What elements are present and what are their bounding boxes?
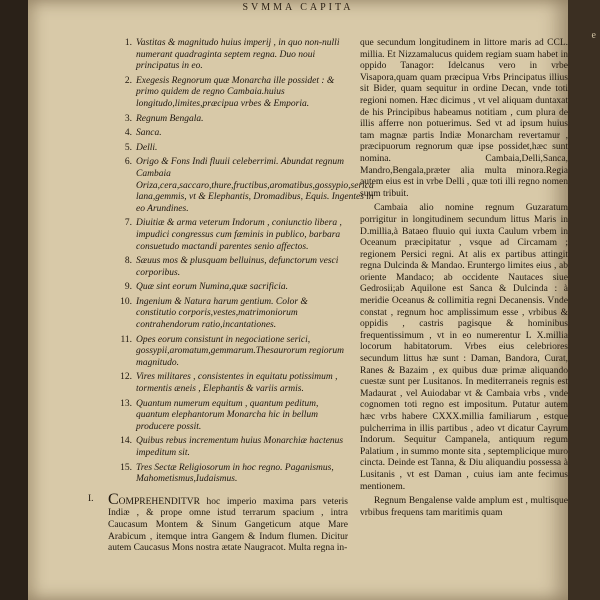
toc-item bbox=[108, 463, 348, 486]
body-paragraph: Regnum Bengalense valde amplum est , multisque vrbibus frequens tam maritimis quam bbox=[360, 496, 568, 518]
facing-page-mark: e bbox=[591, 30, 596, 41]
toc-number: 9. bbox=[124, 282, 132, 293]
toc-item bbox=[108, 157, 374, 215]
toc-text: Opes eorum consistunt in negociatione serici, gossypii,aromatum,gemmarum.Thesaurorum regiorum magnitudo. bbox=[136, 334, 344, 368]
toc-number: 8. bbox=[124, 256, 132, 267]
toc-text: Vastitas & magnitudo huius imperij , in quo non-nulli numerant quadraginta septem regna. Duo noui principatus in eo. bbox=[136, 38, 340, 72]
toc-item bbox=[108, 256, 348, 279]
body-paragraph: Cambaia alio nomine regnum Guzaratum porrigitur in longitudinem secundum littus Maris in D.millia,à Bataeo fluuio qui iuxta Caulum vrbem in Oceanum præcipitatur , vsque ad Circamam ; regionem Persici regni. At alis ex partibus attingit regna Dulcinda & Mandao. Eruntergo limites eius , ab oriente Mandaco; ab occidente Nautaces siue Gedrosii;ab Aquilone est Sanca & Dulcinda : à meridie Oceanus & collimitia regni Decanensis. Vnde constat , regnum hoc amplissimum esse , vrbibus & oppidis , castris pagisque & hominibus frequentissimum , vt in eo numerentur L X.millia locorum habitatorum. Vrbes eius celebriores secundum littus hæ sunt : Daman, Bandora, Curat, Ranes & Bazaim , ex quibus duæ primæ aliquando cuestæ sunt per Lusitanos. In mediterraneis regnis est Madaurat , vel Auiodabar vt & Cambaia vrbs , vnde cognomen toti regno est impositum. Putatur autem hæc vrbs habere CXXX.millia familiarum , estque pulcherrima in illis partibus , adeo vt dicatur Cayrum Indorum. Sequitur Campanela, antiquum regum Palatium , in summo monte sita , septemplicique muro cincta. Deinde est Tanna, & Diu aliquandiu possessa à Lusitanis , vt est Daman , cuius iam ante fecimus mentionem. bbox=[360, 203, 568, 492]
toc-number: 2. bbox=[124, 75, 132, 86]
toc-text: Vires militares , consistentes in equitatu potissimum , tormentis æneis , Elephantis & variis armis. bbox=[136, 372, 338, 395]
toc-number: 10. bbox=[120, 296, 132, 307]
toc-text: Sanca. bbox=[136, 128, 162, 139]
toc-number: 3. bbox=[124, 113, 132, 124]
toc-number: 14. bbox=[120, 436, 132, 447]
toc-item bbox=[108, 297, 348, 332]
toc-item bbox=[108, 76, 348, 111]
body-paragraph: que secundum longitudinem in littore maris ad CCL. millia. Et Nizzamalucus quidem regiam suam habet in oppido Tanagor: Idelcanus vero in vrbe Visapora,quam quam præcipua Vrbs Principatus illius sit Bider, quam sequitur in ordine Decan, vnde toti regioni nomen. Hæc dicimus , vt vel aliquam duntaxat de his Principibus habeamus notitiam , cum plura de illis afferre non potuerimus. Sed vt ad ipsum huius tam magnæ partis Indiæ Monarcham revertamur , præcipuorum regnorum quæ ipse possidet,hæc sunt nomina. Cambaia,Delli,Sanca, Mandro,Bengala,præter alia multa minora.Regia autem eius est in vrbe Delli , quæ toti illi regno nomen suum tribuit. bbox=[360, 38, 568, 199]
facing-page-edge bbox=[568, 0, 600, 600]
book-page bbox=[28, 0, 568, 600]
chapter-body bbox=[88, 490, 348, 555]
drop-cap: C bbox=[108, 490, 119, 508]
toc-number: 12. bbox=[120, 372, 132, 383]
left-column bbox=[88, 38, 374, 558]
toc-item bbox=[108, 128, 348, 140]
toc-number: 7. bbox=[124, 218, 132, 229]
toc-text: Ingenium & Natura harum gentium. Color & constitutio corporis,vestes,matrimoniorum contrahendorum ratio,incantationes. bbox=[136, 296, 308, 331]
toc-number: 1. bbox=[124, 38, 132, 48]
toc-item bbox=[108, 436, 348, 459]
toc-number: 6. bbox=[124, 157, 132, 168]
toc-item bbox=[108, 218, 348, 253]
toc-item bbox=[108, 143, 348, 155]
toc-text: Quæ sint eorum Numina,quæ sacrificia. bbox=[136, 282, 289, 293]
toc-item bbox=[108, 335, 348, 370]
toc-number: 11. bbox=[120, 334, 132, 345]
toc-text: Quibus rebus incrementum huius Monarchiæ hactenus impeditum sit. bbox=[136, 436, 344, 458]
toc-text: Origo & Fons Indi fluuii celeberrimi. Abundat regnum Cambaia Oriza,cera,saccaro,thure,fructibus,aromatibus,gossypio,serica lana,gemmis, vt & Elephantis, Dromadibus, Equis. Ingentes in eo Arundines. bbox=[136, 157, 374, 214]
toc-number: 4. bbox=[124, 128, 132, 139]
toc-number: 5. bbox=[124, 142, 132, 153]
toc-number: 13. bbox=[120, 398, 132, 409]
toc-text: Regnum Bengala. bbox=[136, 113, 204, 124]
right-column bbox=[360, 38, 568, 522]
toc-text: Quantum numerum equitum , quantum peditum, quantum elephantorum Monarcha hic in bellum producere possit. bbox=[136, 398, 319, 432]
toc-item bbox=[108, 282, 348, 294]
toc-item bbox=[108, 372, 348, 395]
toc-text: Delli. bbox=[136, 142, 158, 153]
section-number: I. bbox=[88, 493, 94, 504]
toc-item bbox=[108, 399, 348, 434]
toc-text: Tres Sectæ Religiosorum in hoc regno. Paganismus, Mahometismus,Iudaismus. bbox=[136, 462, 334, 485]
chapter-summary-list bbox=[108, 38, 374, 486]
body-text: OMPREHENDITVR hoc imperio maxima pars veteris Indiæ , & prope omne istud terrarum spacium , intra Caucasum Montem & Sinum Gangeticum atque Mare Arabicum , itemque intra Gangem & Indum flumen. Dicitur autem Caucasus Mons nostra ætate Naugracot. Multa regna in- bbox=[108, 496, 348, 554]
toc-text: Sæuus mos & plusquam belluinus, defunctorum vesci corporibus. bbox=[136, 256, 339, 278]
toc-item bbox=[108, 38, 348, 73]
toc-number: 15. bbox=[120, 462, 132, 473]
page-header: SVMMA CAPITA bbox=[242, 2, 354, 13]
toc-text: Exegesis Regnorum quæ Monarcha ille possidet : & primo quidem de regno Cambaia.huius longitudo,limites,præcipua vrbes & Emporia. bbox=[136, 75, 335, 109]
toc-text: Diuitiæ & arma veterum Indorum , coniunctio libera , impudici congressus cum fæminis in publico, barbara consuetudo mactandi parentes senio affectos. bbox=[136, 218, 342, 252]
toc-item bbox=[108, 114, 348, 126]
body-paragraph bbox=[108, 490, 348, 555]
